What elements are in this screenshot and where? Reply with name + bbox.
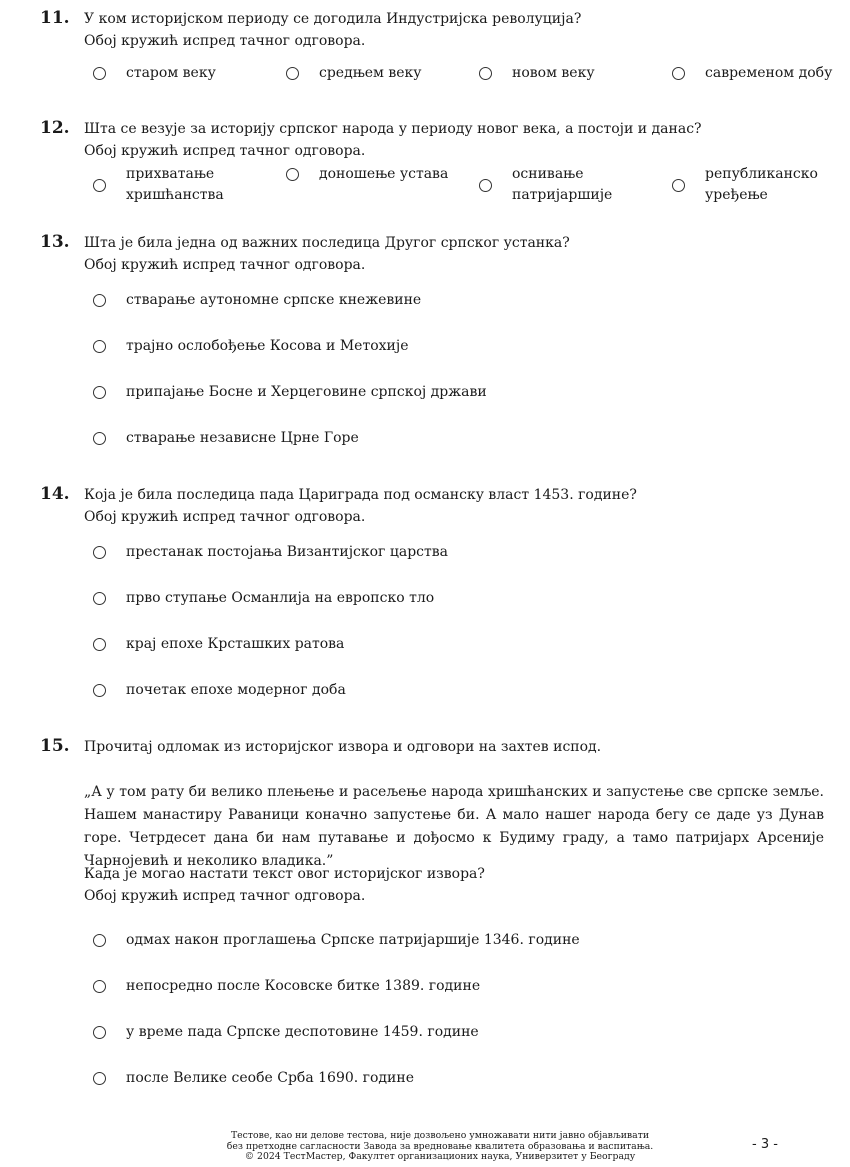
option-label: средњем веку — [319, 65, 422, 81]
question-text — [84, 118, 702, 162]
question-text — [84, 736, 601, 758]
radio-circle[interactable] — [286, 67, 299, 80]
option-label: новом веку — [512, 65, 595, 81]
radio-circle[interactable] — [672, 67, 685, 80]
radio-circle[interactable] — [93, 592, 106, 605]
option-label: трајно ослобођење Косова и Метохије — [126, 338, 409, 354]
footer-copyright — [200, 1131, 680, 1163]
question-prompt: Прочитај одломак из историјског извора и одговори на захтев испод. — [84, 739, 602, 755]
option-d[interactable] — [93, 1068, 414, 1089]
radio-circle[interactable] — [93, 1072, 106, 1085]
option-c[interactable] — [93, 634, 344, 655]
question-text-2 — [84, 863, 485, 907]
question-instruction: Обој кружић испред тачног одговора. — [84, 509, 366, 525]
option-label-line2: уређење — [705, 187, 768, 203]
option-label-line2: патријаршије — [512, 187, 613, 203]
option-b[interactable] — [93, 588, 434, 609]
option-label: прво ступање Османлија на европско тло — [126, 590, 435, 606]
radio-circle[interactable] — [93, 340, 106, 353]
question-instruction: Обој кружић испред тачног одговора. — [84, 33, 366, 49]
option-label — [705, 164, 825, 206]
question-number: 11. — [40, 8, 70, 28]
option-label: старом веку — [126, 65, 216, 81]
option-b[interactable] — [286, 164, 469, 185]
option-label — [512, 164, 632, 206]
question-number: 14. — [40, 484, 70, 504]
radio-circle[interactable] — [93, 934, 106, 947]
question-instruction: Обој кружић испред тачног одговора. — [84, 143, 366, 159]
radio-circle[interactable] — [93, 432, 106, 445]
radio-circle[interactable] — [286, 168, 299, 181]
radio-circle[interactable] — [93, 179, 106, 192]
option-label: стварање аутономне српске кнежевине — [126, 292, 422, 308]
option-label: крај епохе Крсташких ратова — [126, 636, 345, 652]
option-label: непосредно после Косовске битке 1389. године — [126, 978, 481, 994]
option-d[interactable] — [93, 428, 359, 449]
question-prompt: Шта се везује за историју српског народа у периоду новог века, а постоји и данас? — [84, 121, 702, 137]
footer-line: © 2024 ТестМастер, Факултет организационих наука, Универзитет у Београду — [244, 1151, 636, 1163]
option-label: припајање Босне и Херцеговине српској држави — [126, 384, 487, 400]
radio-circle[interactable] — [93, 67, 106, 80]
option-label: после Велике сеобе Срба 1690. године — [126, 1070, 414, 1086]
radio-circle[interactable] — [93, 546, 106, 559]
question-prompt: У ком историјском периоду се догодила Индустријска револуција? — [84, 11, 582, 27]
option-c[interactable] — [479, 164, 632, 206]
radio-circle[interactable] — [93, 684, 106, 697]
option-b[interactable] — [286, 63, 422, 84]
option-label: престанак постојања Византијског царства — [126, 544, 448, 560]
question-prompt: Која је била последица пада Цариграда под османску власт 1453. године? — [84, 487, 637, 503]
option-label: одмах након проглашења Српске патријаршије 1346. године — [126, 932, 580, 948]
option-d[interactable] — [672, 164, 825, 206]
option-label: почетак епохе модерног доба — [126, 682, 346, 698]
question-instruction: Обој кружић испред тачног одговора. — [84, 257, 366, 273]
option-label-line1: доношење устава — [319, 166, 449, 182]
radio-circle[interactable] — [93, 638, 106, 651]
radio-circle[interactable] — [93, 294, 106, 307]
option-c[interactable] — [93, 382, 487, 403]
radio-circle[interactable] — [93, 1026, 106, 1039]
question-prompt: Када је могао настати текст овог историјског извора? — [84, 866, 485, 882]
option-label-line1: републиканско — [705, 166, 818, 182]
footer-line: Тестове, као ни делове тестова, није дозвољено умножавати нити јавно објављивати — [230, 1130, 650, 1141]
option-c[interactable] — [479, 63, 595, 84]
option-a[interactable] — [93, 164, 246, 206]
option-a[interactable] — [93, 542, 448, 563]
source-passage: „А у том рату би велико плењење и расељење народа хришћанских и запустење све српске земље. Нашем манастиру Раваници коначно запустење би. А мало нашег народа бегу се даде уз Дунав горе. Четрдесет дана би нам путавање и дођосмо к Будиму граду, а тамо патријарх Арсеније Чарнојевић и неколико владика.” — [84, 784, 824, 869]
question-text — [84, 232, 570, 276]
radio-circle[interactable] — [479, 67, 492, 80]
question-text — [84, 8, 581, 52]
question-instruction: Обој кружић испред тачног одговора. — [84, 888, 366, 904]
page-number: - 3 - — [752, 1137, 778, 1152]
option-label: стварање независне Црне Горе — [126, 430, 359, 446]
question-number: 13. — [40, 232, 70, 252]
option-d[interactable] — [93, 680, 346, 701]
question-text — [84, 484, 637, 528]
radio-circle[interactable] — [479, 179, 492, 192]
option-label-line2: хришћанства — [126, 187, 224, 203]
radio-circle[interactable] — [93, 386, 106, 399]
option-c[interactable] — [93, 1022, 479, 1043]
option-d[interactable] — [672, 63, 832, 84]
question-number: 12. — [40, 118, 70, 138]
radio-circle[interactable] — [93, 980, 106, 993]
option-label — [319, 164, 469, 185]
radio-circle[interactable] — [672, 179, 685, 192]
option-label — [126, 164, 246, 206]
option-label: савременом добу — [705, 65, 833, 81]
option-a[interactable] — [93, 930, 580, 951]
option-b[interactable] — [93, 976, 480, 997]
question-prompt: Шта је била једна од важних последица Другог српског устанка? — [84, 235, 570, 251]
option-label: у време пада Српске деспотовине 1459. године — [126, 1024, 479, 1040]
option-label-line1: оснивање — [512, 166, 584, 182]
option-a[interactable] — [93, 63, 216, 84]
option-b[interactable] — [93, 336, 409, 357]
question-number: 15. — [40, 736, 70, 756]
footer-line: без претходне сагласности Завода за вредновање квалитета образовања и васпитања. — [226, 1140, 654, 1152]
option-a[interactable] — [93, 290, 421, 311]
option-label-line1: прихватање — [126, 166, 215, 182]
